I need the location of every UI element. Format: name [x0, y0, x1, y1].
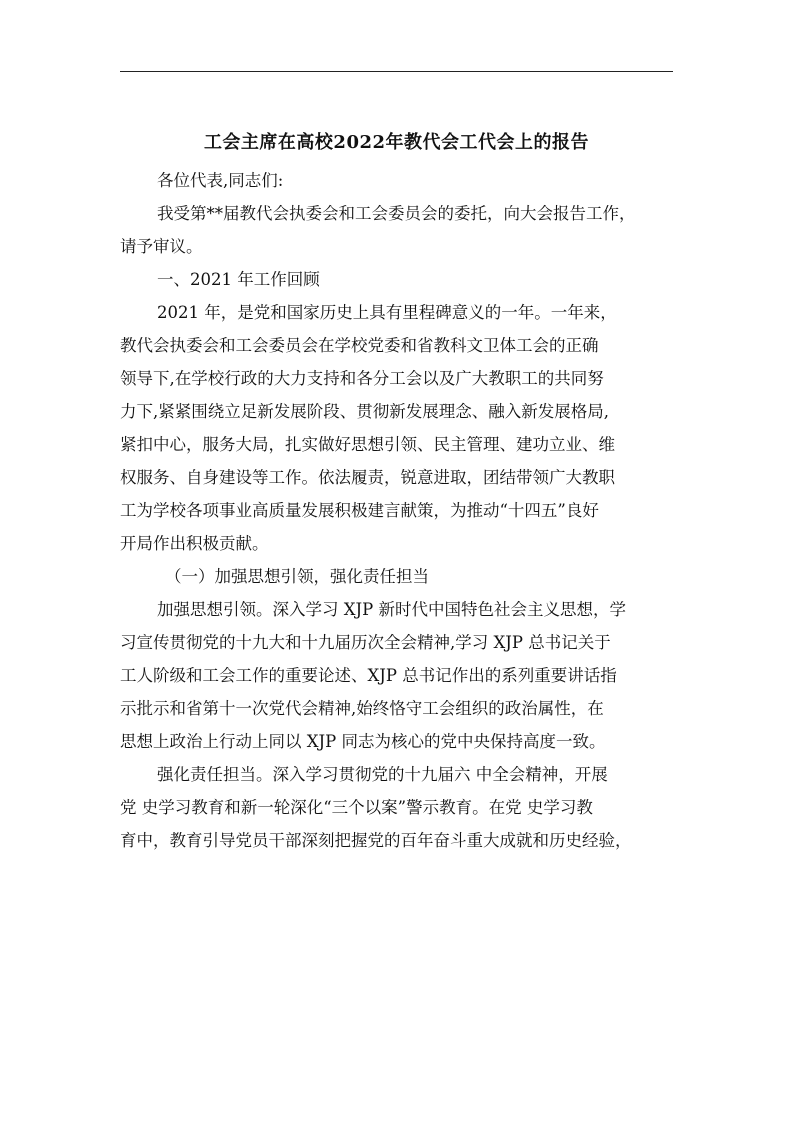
- text-line: 工为学校各项事业高质量发展积极建言献策，为推动“十四五”良好: [120, 501, 599, 520]
- text-line: 加强思想引领。深入学习 XJP 新时代中国特色社会主义思想，学: [157, 600, 626, 619]
- text-line: 工人阶级和工会工作的重要论述、XJP 总书记作出的系列重要讲话指: [120, 666, 617, 685]
- text-line: 我受第**届教代会执委会和工会委员会的委托，向大会报告工作，: [157, 204, 636, 223]
- document-title: 工会主席在高校2022年教代会工代会上的报告: [203, 132, 590, 153]
- salutation: 各位代表,同志们:: [157, 171, 284, 190]
- text-line: 习宣传贯彻党的十九大和十九届历次全会精神,学习 XJP 总书记关于: [120, 633, 611, 652]
- document-body: [120, 164, 673, 857]
- text-line: 党 史学习教育和新一轮深化“三个以案”警示教育。在党 史学习教: [120, 798, 593, 817]
- text-line: 思想上政治上行动上同以 XJP 同志为核心的党中央保持高度一致。: [120, 732, 606, 751]
- text-line: 开局作出积极贡献。: [120, 534, 269, 553]
- text-line: 权服务、自身建设等工作。依法履责，锐意进取，团结带领广大教职: [120, 468, 615, 487]
- section-heading: 一、2021 年工作回顾: [157, 270, 320, 289]
- text-line: 教代会执委会和工会委员会在学校党委和省教科文卫体工会的正确: [120, 336, 599, 355]
- text-line: 领导下,在学校行政的大力支持和各分工会以及广大教职工的共同努: [120, 369, 604, 388]
- text-line: 示批示和省第十一次党代会精神,始终恪守工会组织的政治属性，在: [120, 699, 604, 718]
- text-line: 请予审议。: [120, 237, 203, 256]
- text-line: 力下,紧紧围绕立足新发展阶段、贯彻新发展理念、融入新发展格局,: [120, 402, 609, 421]
- text-line: 2021 年，是党和国家历史上具有里程碑意义的一年。一年来，: [157, 303, 617, 322]
- subsection-heading: （一）加强思想引领，强化责任担当: [165, 567, 429, 586]
- paragraph-responsibility: [120, 758, 673, 857]
- text-line: 强化责任担当。深入学习贯彻党的十九届六 中全会精神，开展: [157, 765, 608, 784]
- paragraph-thought-guidance: [120, 593, 673, 758]
- text-line: 紧扣中心，服务大局，扎实做好思想引领、民主管理、建功立业、维: [120, 435, 615, 454]
- text-line: 育中，教育引导党员干部深刻把握党的百年奋斗重大成就和历史经验，: [120, 831, 632, 850]
- paragraph-intro: [120, 197, 673, 263]
- paragraph-review: [120, 296, 673, 560]
- header-rule: [120, 71, 673, 72]
